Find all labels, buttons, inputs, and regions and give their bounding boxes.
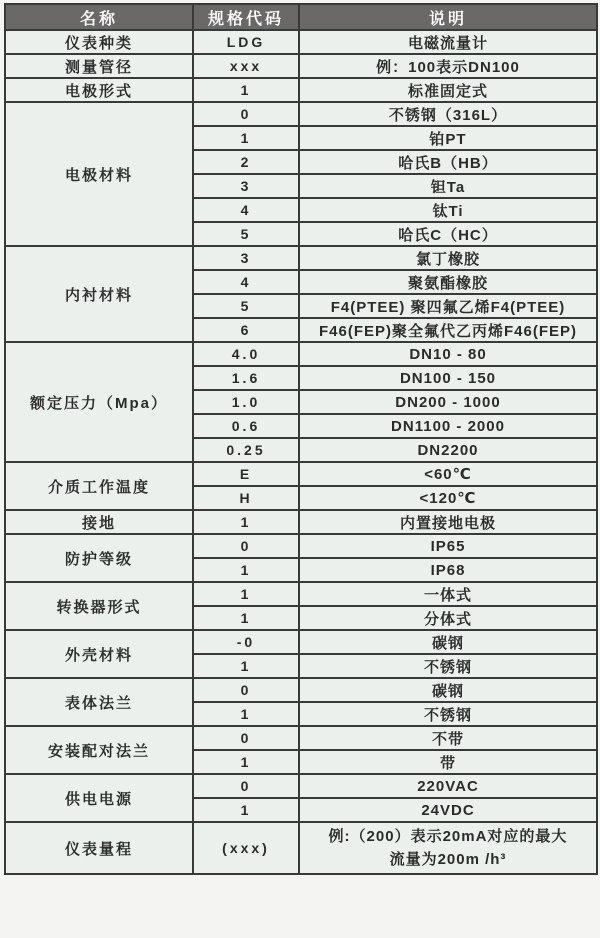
description-cell: 碳钢 [299,630,597,654]
spec-code-cell: H [193,486,299,510]
spec-code-cell: 1.0 [193,390,299,414]
row-group-name: 防护等级 [5,534,193,582]
description-line-2: 流量为200m /h³ [389,851,507,868]
description-cell: 不带 [299,726,597,750]
description-cell: 带 [299,750,597,774]
description-cell: 哈氏B（HB） [299,150,597,174]
spec-code-cell: 1 [193,510,299,534]
table-row [5,726,597,750]
row-group-name: 介质工作温度 [5,462,193,510]
row-group-name: 电极形式 [5,78,193,102]
spec-code-cell: LDG [193,30,299,54]
spec-code-cell: 0.6 [193,414,299,438]
spec-code-cell: 1 [193,750,299,774]
spec-code-cell: xxx [193,54,299,78]
description-cell: 220VAC [299,774,597,798]
spec-code-cell: 5 [193,222,299,246]
table-row [5,30,597,54]
spec-code-cell: 0 [193,102,299,126]
spec-code-cell: 1 [193,126,299,150]
table-row [5,630,597,654]
header-cell-name: 名称 [5,4,193,30]
table-row [5,462,597,486]
row-group-name: 额定压力（Mpa） [5,342,193,462]
spec-table [4,3,598,875]
description-cell: 氯丁橡胶 [299,246,597,270]
description-cell: <60℃ [299,462,597,486]
description-cell: DN1100 - 2000 [299,414,597,438]
table-row [5,78,597,102]
spec-code-cell: 0.25 [193,438,299,462]
row-group-name: 测量管径 [5,54,193,78]
table-row [5,534,597,558]
description-cell: 碳钢 [299,678,597,702]
description-cell: 分体式 [299,606,597,630]
spec-code-cell: 1.6 [193,366,299,390]
description-cell: 钛Ti [299,198,597,222]
spec-code-cell: 1 [193,606,299,630]
description-cell: 24VDC [299,798,597,822]
row-group-name: 仪表种类 [5,30,193,54]
spec-code-cell: 0 [193,774,299,798]
description-line-1: 例:（200）表示20mA对应的最大 [328,827,568,845]
description-cell: 不锈钢（316L） [299,102,597,126]
description-cell: 电磁流量计 [299,30,597,54]
description-cell: 例：100表示DN100 [299,54,597,78]
spec-code-cell: 1 [193,798,299,822]
spec-table-body [5,30,597,874]
spec-code-cell: 1 [193,582,299,606]
table-row [5,774,597,798]
spec-code-cell: (xxx) [193,822,299,874]
table-row [5,246,597,270]
spec-code-cell: 5 [193,294,299,318]
description-cell: DN200 - 1000 [299,390,597,414]
description-cell: F46(FEP)聚全氟代乙丙烯F46(FEP) [299,318,597,342]
description-cell: F4(PTEE) 聚四氟乙烯F4(PTEE) [299,294,597,318]
spec-code-cell: 6 [193,318,299,342]
spec-code-cell: -0 [193,630,299,654]
spec-code-cell: 2 [193,150,299,174]
spec-code-cell: 1 [193,78,299,102]
table-header [5,4,597,30]
row-group-name: 电极材料 [5,102,193,246]
spec-code-cell: 1 [193,558,299,582]
spec-code-cell: 4.0 [193,342,299,366]
table-row [5,582,597,606]
table-row [5,510,597,534]
spec-code-cell: 1 [193,654,299,678]
description-cell: 不锈钢 [299,654,597,678]
description-cell: 钽Ta [299,174,597,198]
table-row [5,822,597,874]
description-cell: IP68 [299,558,597,582]
description-cell: 标准固定式 [299,78,597,102]
description-cell: IP65 [299,534,597,558]
description-cell: DN10 - 80 [299,342,597,366]
spec-code-cell: 3 [193,246,299,270]
spec-code-cell: 0 [193,726,299,750]
description-cell: 一体式 [299,582,597,606]
row-group-name: 内衬材料 [5,246,193,342]
description-cell [299,822,597,874]
row-group-name: 安装配对法兰 [5,726,193,774]
row-group-name: 接地 [5,510,193,534]
header-cell-desc: 说明 [299,4,597,30]
description-cell: 聚氨酯橡胶 [299,270,597,294]
spec-code-cell: 4 [193,198,299,222]
spec-code-cell: E [193,462,299,486]
description-cell: 内置接地电极 [299,510,597,534]
row-group-name: 仪表量程 [5,822,193,874]
spec-code-cell: 0 [193,678,299,702]
row-group-name: 转换器形式 [5,582,193,630]
description-cell: <120℃ [299,486,597,510]
spec-code-cell: 3 [193,174,299,198]
table-row [5,102,597,126]
table-row [5,678,597,702]
header-row [5,4,597,30]
spec-code-cell: 4 [193,270,299,294]
description-cell: 哈氏C（HC） [299,222,597,246]
description-cell: DN100 - 150 [299,366,597,390]
row-group-name: 外壳材料 [5,630,193,678]
row-group-name: 表体法兰 [5,678,193,726]
description-cell: 铂PT [299,126,597,150]
spec-code-cell: 1 [193,702,299,726]
description-cell: 不锈钢 [299,702,597,726]
spec-code-cell: 0 [193,534,299,558]
table-row [5,54,597,78]
table-row [5,342,597,366]
description-cell: DN2200 [299,438,597,462]
row-group-name: 供电电源 [5,774,193,822]
header-cell-code: 规格代码 [193,4,299,30]
